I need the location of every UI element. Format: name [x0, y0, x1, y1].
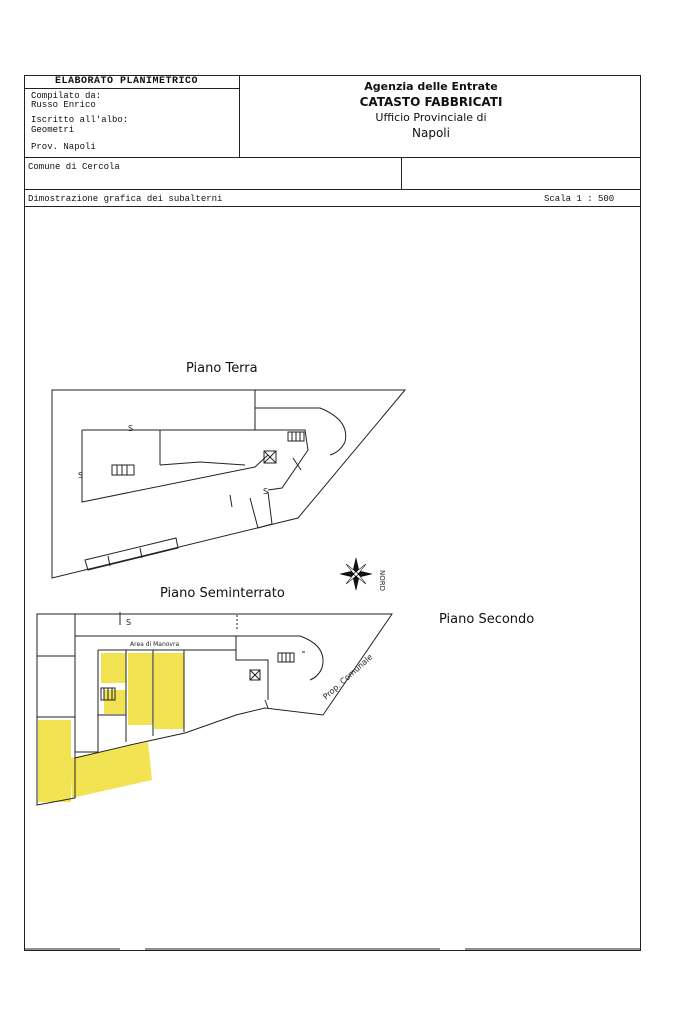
- s-mark-basement: S: [126, 618, 132, 627]
- comune-name: Comune di Cercola: [28, 162, 120, 172]
- compiled-label: Compilato da:: [31, 91, 102, 101]
- area-label: Area di Manovra: [130, 641, 180, 648]
- agency-line1: Agenzia delle Entrate: [364, 80, 498, 93]
- s-mark-ground-2: S: [78, 471, 84, 480]
- label-piano-secondo: Piano Secondo: [439, 612, 535, 627]
- register-label: Iscritto all'albo:: [31, 115, 129, 125]
- s-mark-ground-3: S: [263, 487, 269, 496]
- agency-line3: Ufficio Provinciale di: [375, 111, 487, 124]
- agency-line2: CATASTO FABBRICATI: [359, 95, 503, 109]
- north-label: NORD: [378, 570, 386, 591]
- ground-floor-plan: [52, 390, 405, 578]
- province: Prov. Napoli: [31, 142, 96, 152]
- compiled-name: Russo Enrico: [31, 100, 96, 110]
- scale-text: Scala 1 : 500: [544, 194, 615, 204]
- agency-line4: Napoli: [412, 126, 450, 140]
- north-compass: [340, 558, 372, 590]
- register-value: Geometri: [31, 125, 75, 135]
- basement-highlights: [38, 653, 184, 802]
- description-text: Dimostrazione grafica dei subalterni: [28, 194, 223, 204]
- street-label: Prop. Comunale: [321, 652, 375, 702]
- label-piano-seminterrato: Piano Seminterrato: [160, 586, 285, 601]
- doc-title: ELABORATO PLANIMETRICO: [55, 76, 199, 87]
- s-mark-ground-1: S: [128, 424, 134, 433]
- label-piano-terra: Piano Terra: [186, 361, 258, 376]
